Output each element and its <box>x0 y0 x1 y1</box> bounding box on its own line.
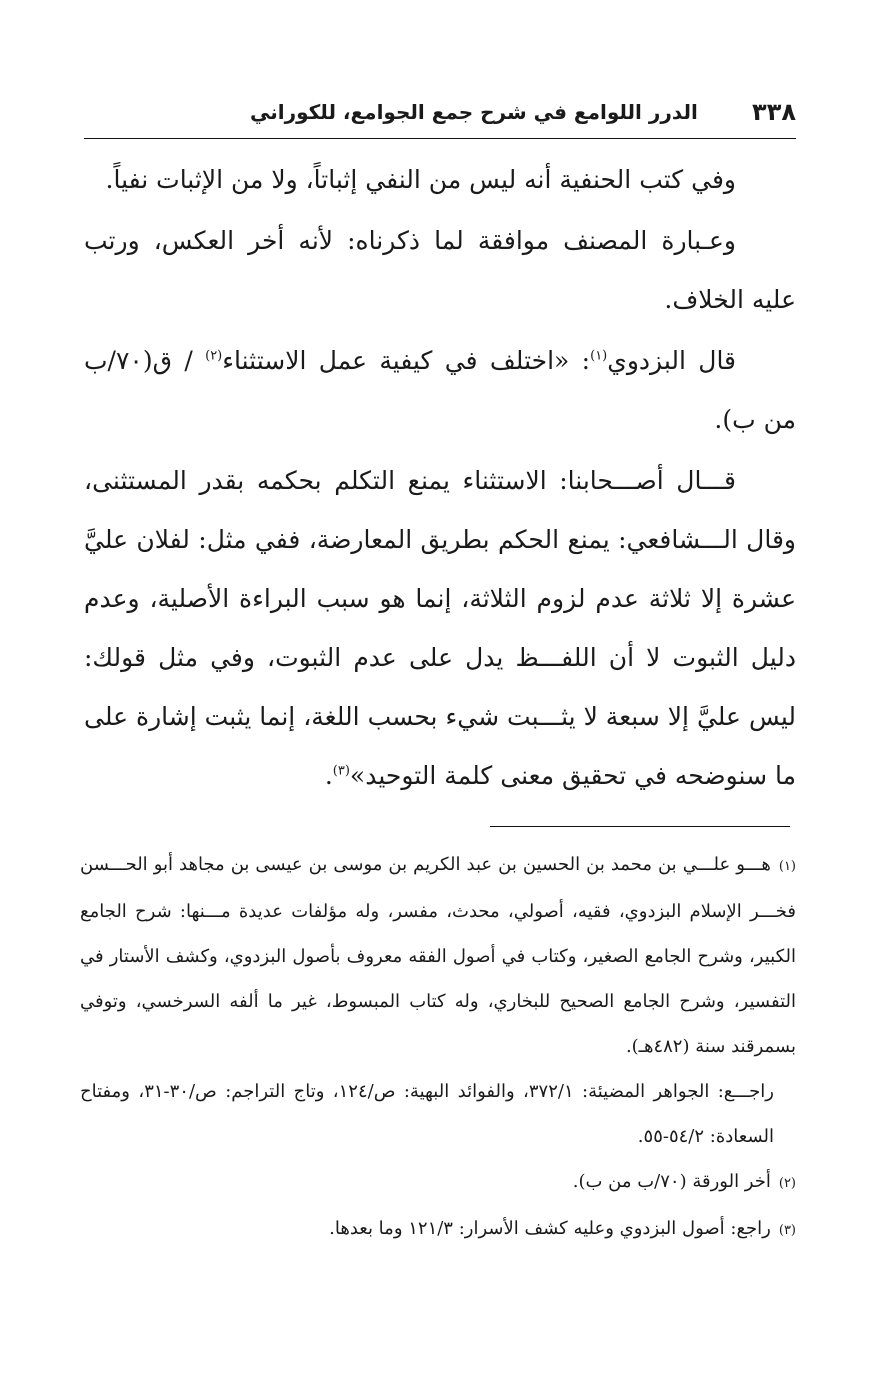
footnote <box>80 1206 796 1253</box>
footnote <box>80 842 796 1069</box>
footnote-number: (١) <box>778 859 796 874</box>
footnote-number: (٣) <box>778 1223 796 1238</box>
footnote-text: راجع: أصول البزدوي وعليه كشف الأسرار: ١٢١/٣ وما بعدها. <box>329 1218 771 1239</box>
footnote-marker: (٢) <box>205 348 223 364</box>
paragraph-text: قـــال أصـــحابنا: الاستثناء يمنع التكلم بحكمه بقدر المستثنى، وقال الـــشافعي: يمنع الحكم بطريق المعارضة، ففي مثل: لفلان عليَّ عشرة إلا ثلاثة عدم لزوم الثلاثة، إنما هو سبب البراءة الأصلية، وعدم دليل الثبوت لا أن اللفـــظ يدل على عدم الثبوت، وفي مثل قولك: ليس عليَّ إلا سبعة لا يثـــبت شيء بحسب اللغة، إنما يثبت إشارة على ما سنوضحه في تحقيق معنى كلمة التوحيد» <box>84 466 796 790</box>
footnote-reference: راجـــع: الجواهر المضيئة: ٣٧٢/١، والفوائد البهية: ص/١٢٤، وتاج التراجم: ص/٣٠-٣١، ومفتاح السعادة: ٥٤/٢-٥٥. <box>80 1081 775 1147</box>
footnote-text: هـــو علـــي بن محمد بن الحسين بن عبد الكريم بن موسى بن عيسى بن مجاهد أبو الحـــسن فخـــر الإسلام البزدوي، فقيه، أصولي، محدث، مفسر، وله مؤلفات عديدة مـــنها: شرح الجامع الكبير، وشرح الجامع الصغير، وكتاب في أصول الفقه معروف بأصول البزدوي، وكشف الأستار في التفسير، وشرح الجامع الصحيح للبخاري، وله كتاب المبسوط، غير ما ألفه السرخسي، وتوفي بسمرقند سنة (٤٨٢هـ). <box>80 854 796 1057</box>
paragraph <box>84 331 796 449</box>
footnote <box>80 1159 796 1206</box>
paragraph: وعـبارة المصنف موافقة لما ذكرناه: لأنه أخر العكس، ورتب عليه الخلاف. <box>84 226 796 314</box>
paragraph <box>84 451 796 805</box>
footnote-divider <box>490 826 790 827</box>
header-divider <box>84 138 796 139</box>
footnote-marker: (٣) <box>332 763 350 779</box>
paragraph-text: / ق(٧٠/ب من ب). <box>84 346 796 434</box>
page-number: ٣٣٨ <box>752 98 796 126</box>
running-title: الدرر اللوامع في شرح جمع الجوامع، للكوراني <box>250 100 698 124</box>
paragraph-text: : «اختلف في كيفية عمل الاستثناء <box>222 346 591 375</box>
paragraph: وفي كتب الحنفية أنه ليس من النفي إثباتاً، ولا من الإثبات نفياً. <box>105 165 736 194</box>
main-text <box>84 150 796 805</box>
footnote-number: (٢) <box>778 1176 796 1191</box>
paragraph-text: . <box>324 761 333 790</box>
footnotes <box>80 842 796 1253</box>
footnote-text: أخر الورقة (٧٠/ب من ب). <box>572 1171 771 1192</box>
paragraph-text: قال البزدوي <box>607 346 737 375</box>
footnote-marker: (١) <box>590 348 608 364</box>
running-header <box>84 92 796 132</box>
